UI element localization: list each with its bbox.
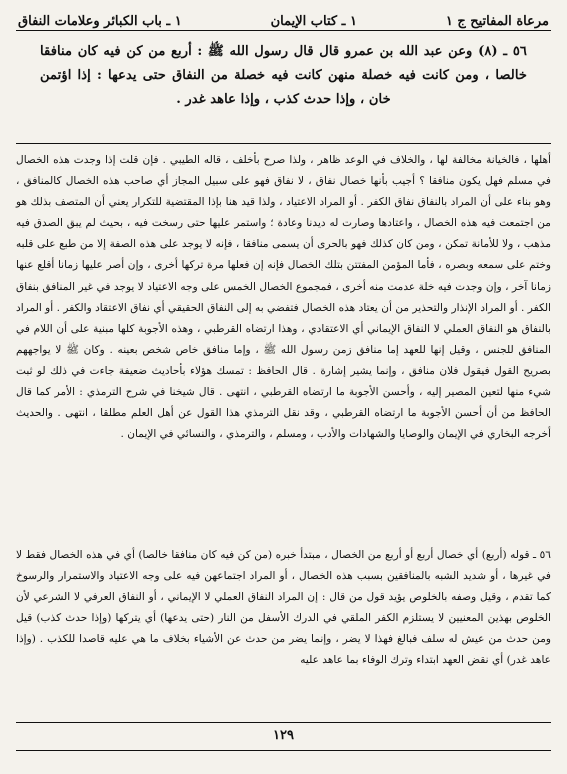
header-rule <box>16 30 551 31</box>
running-header <box>18 6 549 28</box>
footnote-paragraph: ٥٦ ـ قوله (أربع) أي خصال أربع أو أربع من الخصال ، مبتدأ خبره (من كن فيه كان منافقا خالصا) أي في هذه الخصال فقط لا في غيرها ، أو شديد الشبه بالمنافقين بسبب هذه الخصال ، أو المراد اجتماعهن فيه على وجه الاعتياد والاستمرار والرسوخ كما تقدم ، وقيل وصفه بالخلوص يؤيد قول من قال : إن المراد النفاق العملي لا الإيماني ، أو النفاق العرفي لا الشرعي لأن الخلوص بهذين المعنيين لا يستلزم الكفر الملقي في الدرك الأسفل من النار (حتى يدعها) أي يتركها (وإذا حدث كذب) قيل ومن حدث من عيش له سلف فبالغ فهذا لا يضر ، وإنما يضر من حدث عن الأشياء بخلاف ما هي عليه قاصدا للكذب . (وإذا عاهد غدر) أي نقض العهد ابتداء وترك الوفاء بما عاهد عليه <box>16 549 551 667</box>
hadith-text: ٥٦ ـ (٨) وعن عبد الله بن عمرو قال قال رسول الله ﷺ : أربع من كن فيه كان منافقا خالصا ، ومن كانت فيه خصلة منهن كانت فيه خصلة من النفاق حتى يدعها : إذا اؤتمن خان ، وإذا حدث كذب ، وإذا عاهد غدر . <box>40 44 527 107</box>
header-chapter: ١ ـ كتاب الإيمان <box>270 14 357 29</box>
page-number: ١٢٩ <box>273 728 294 743</box>
header-book-title: مرعاة المفاتيح ج ١ <box>445 14 549 29</box>
header-section: ١ ـ باب الكبائر وعلامات النفاق <box>18 14 182 29</box>
footer-rule <box>16 722 551 723</box>
footnote-block <box>16 545 551 672</box>
bottom-rule <box>16 750 551 751</box>
commentary-paragraph: أهلها ، فالخيانة مخالفة لها ، والخلاف في الوعد ظاهر ، ولذا صرح بأخلف ، قاله الطيبي . فإن قلت إذا وجدت هذه الخصال في مسلم فهل يكون منافقا ؟ أجيب بأنها خصال نفاق ، لا نفاق فهو على سبيل المجاز أي صاحب هذه الخصال كالمنافق ، وهو بناء على أن المراد بالنفاق نفاق الكفر . أو المراد الاعتياد ، ولذا قيد هنا بإذا المقتضية للتكرار يعني أن المتصف بذلك هو من اجتمعت فيه هذه الخصال ، واعتادها وصارت له ديدنا وعادة ؛ واستمر عليها حتى رسخت فيه ، بحيث لم يبق الصدق فيه مذهب ، ولا للأمانة تمكن ، ومن كان كذلك فهو بالحرى أن يسمى منافقا ، فإنه لا يوجد على هذه الصفة إلا من طبع على قلبه وختم على سمعه وبصره ، فأما المؤمن المفتتن بتلك الخصال فإنه إن فعلها مرة تركها أخرى ، وإن أصر عليها زمانا أقلع عنها زمانا آخر ، وإن وجدت فيه خلة عدمت منه أخرى ، فمجموع الخصال الخمس على وجه الاعتياد لا يوجد في غير المنافق بنفاق الكفر . أو المراد الإنذار والتحذير من أن يعتاد هذه الخصال فتفضي به إلى النفاق الحقيقي أي نفاق الاعتقاد والكفر . أو المراد بالنفاق هو النفاق العملي لا النفاق الإيماني أي الاعتقادي ، وهذا ارتضاه القرطبي ، وهذه الأجوبة كلها مبنية على أن اللام في المنافق للجنس ، وقيل إنها للعهد إما منافق زمن رسول الله ﷺ ، وإما منافق خاص شخص بعينه . وكان ﷺ لا يواجههم بصريح القول فيقول فلان منافق ، وإنما يشير إشارة . قال الحافظ : تمسك هؤلاء بأحاديث ضعيفة جاءت في ذلك لو ثبت شيء منها لتعين المصير إليه ، وأحسن الأجوبة ما ارتضاه القرطبي ، انتهى . قال شيخنا في شرح الترمذي : الأمر كما قال الحافظ من أن أحسن الأجوبة ما ارتضاه القرطبي ، وقد نقل الترمذي هذا القول عن أهل العلم مطلقا ، انتهى . والحديث أخرجه البخاري في الإيمان والوصايا والشهادات والأدب ، ومسلم ، والترمذي ، والنسائي في الإيمان . <box>16 154 551 441</box>
hadith-separator-rule <box>16 143 551 144</box>
commentary-block <box>16 150 551 445</box>
